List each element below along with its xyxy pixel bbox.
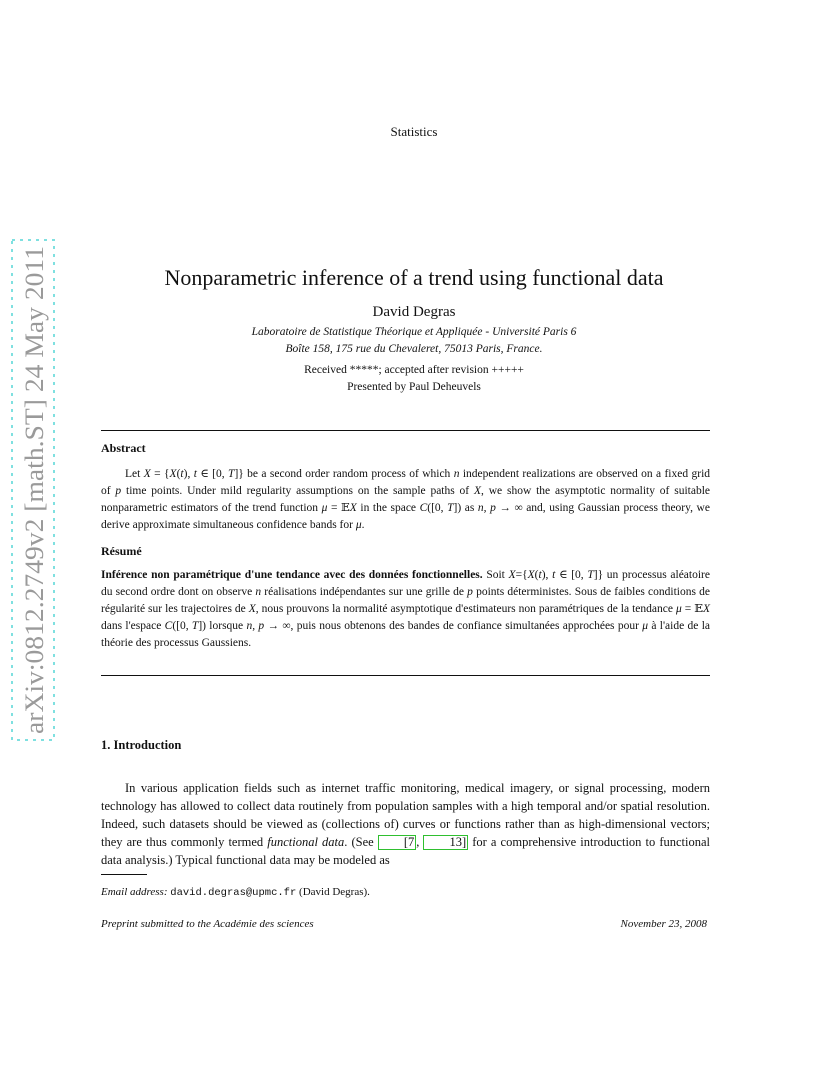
author-name: David Degras xyxy=(372,304,456,320)
section-heading-introduction: 1. Introduction xyxy=(101,738,182,752)
citation-link-7[interactable]: [7 xyxy=(378,835,416,850)
preprint-note: Preprint submitted to the Académie des sciences xyxy=(101,918,314,930)
introduction-text: In various application fields such as internet traffic monitoring, medical imagery, or signal processing, modern technology has allowed to collect data routinely from population samples with a high temporal and/or spatial resolution. Indeed, such datasets should be viewed as (collections of) curves or functions rather than as high-dimensional vectors; they are thus commonly termed functional data. (See [7 , 13] for a comprehensive introduction to functional data analysis.) Typical functional data may be modeled as xyxy=(101,781,711,867)
footnote-email xyxy=(101,886,370,899)
abstract-bottom-rule xyxy=(101,675,710,676)
abstract-top-rule xyxy=(101,430,710,431)
preprint-date: November 23, 2008 xyxy=(620,918,707,930)
resume-heading: Résumé xyxy=(101,544,142,558)
arxiv-stamp-text: arXiv:0812.2749v2 [math.ST] 24 May 2011 xyxy=(19,265,49,734)
journal-name: Statistics xyxy=(390,124,438,139)
received-note: Received *****; accepted after revision +++++ xyxy=(304,364,524,376)
affiliation-line-1: Laboratoire de Statistique Théorique et Appliquée - Université Paris 6 xyxy=(251,326,577,338)
email-owner: (David Degras). xyxy=(296,886,370,898)
email-label: Email address: xyxy=(101,886,168,898)
abstract-text: Let X = {X(t), t ∈ [0, T]} be a second order random process of which n independent realizations are observed on a fixed grid of p time points. Under mild regularity assumptions on the sample paths of X, we show the asymptotic normality of suitable nonparametric estimators of the trend function μ = 𝔼X in the space C([0, T]) as n, p → ∞ and, using Gaussian process theory, we derive approximate simultaneous confidence bands for μ. xyxy=(101,468,711,531)
affiliation-line-2: Boîte 158, 175 rue du Chevaleret, 75013 Paris, France. xyxy=(285,343,543,355)
footnote-rule xyxy=(101,874,147,875)
paper-title: Nonparametric inference of a trend using functional data xyxy=(164,265,664,290)
presented-by: Presented by Paul Deheuvels xyxy=(347,381,481,393)
email-address: david.degras@upmc.fr xyxy=(170,887,297,899)
resume-text: Inférence non paramétrique d'une tendance avec des données fonctionnelles. Soit X={X(t), t ∈ [0, T]} un processus aléatoire du second ordre dont on observe n réalisations indépendantes sur une grille de p points déterministes. Sous de faibles conditions de régularité sur les trajectoires de X, nous prouvons la normalité asymptotique d'estimateurs non paramétriques de la tendance μ = 𝔼X dans l'espace C([0, T]) lorsque n, p → ∞, puis nous obtenons des bandes de confiance simultanées approchées pour μ à l'aide de la théorie des processus Gaussiens. xyxy=(101,569,710,649)
abstract-heading: Abstract xyxy=(101,441,146,455)
citation-link-13[interactable]: 13] xyxy=(423,835,468,850)
